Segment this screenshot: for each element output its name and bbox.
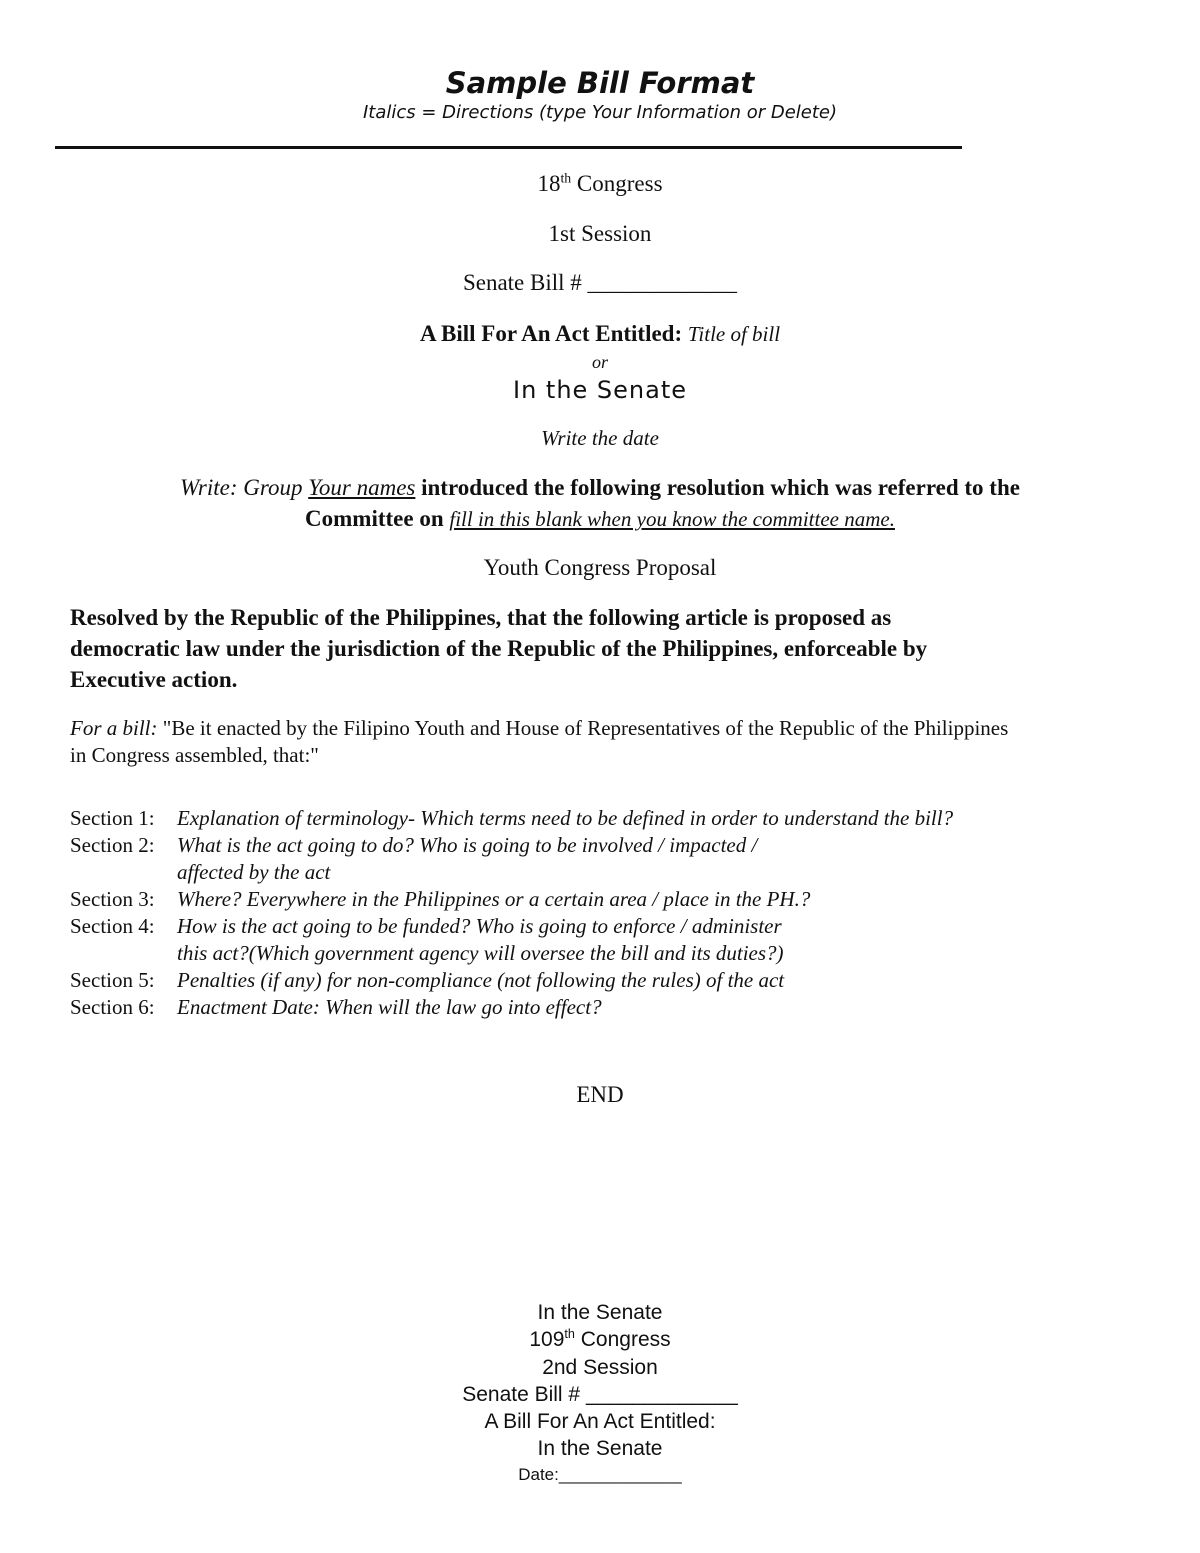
footer-act-entitled: A Bill For An Act Entitled: <box>484 1410 716 1433</box>
introduced-text: introduced the following resolution which was referred to the <box>415 475 1020 500</box>
section-text: Penalties (if any) for non-compliance (not following the rules) of the act <box>177 968 785 992</box>
committee-blank: fill in this blank when you know the committee name. <box>449 507 895 531</box>
enacting-clause-line-1 <box>70 716 1008 741</box>
section-6 <box>70 994 602 1021</box>
enacting-text-1: "Be it enacted by the Filipino Youth and House of Representatives of the Republic of the Philippines <box>157 716 1009 740</box>
committee-label: Committee on <box>305 506 450 531</box>
section-text: Enactment Date: When will the law go into effect? <box>177 995 602 1019</box>
proposal-heading: Youth Congress Proposal <box>483 555 717 580</box>
section-text: How is the act going to be funded? Who is going to enforce / administer <box>177 914 782 938</box>
footer-congress-word: Congress <box>574 1328 671 1351</box>
resolved-line-2: democratic law under the jurisdiction of the Republic of the Philippines, enforceable by <box>70 636 928 661</box>
enacting-clause-line-2: in Congress assembled, that:" <box>70 743 319 767</box>
directions-subtitle: Italics = Directions (type Your Information or Delete) <box>362 102 838 123</box>
or-text: or <box>591 352 608 372</box>
for-a-bill-label: For a bill: <box>70 716 158 740</box>
section-4 <box>70 913 782 940</box>
senate-bill-line: Senate Bill # _____________ <box>462 270 738 295</box>
section-label: Section 2: <box>70 833 155 857</box>
section-2-continuation: affected by the act <box>177 860 331 884</box>
section-text: Explanation of terminology- Which terms need to be defined in order to understand the bill? <box>177 806 954 830</box>
section-5 <box>70 967 784 994</box>
footer-congress-line <box>0 1328 1200 1352</box>
footer-congress-number: 109 <box>529 1328 565 1351</box>
footer-in-the-senate: In the Senate <box>537 1301 663 1324</box>
section-text: Where? Everywhere in the Philippines or a certain area / place in the PH.? <box>177 887 811 911</box>
section-3 <box>70 886 810 913</box>
footer-date: Date:_____________ <box>518 1465 682 1484</box>
footer-congress-ordinal: th <box>564 1327 575 1341</box>
committee-line <box>0 506 1200 532</box>
congress-word: Congress <box>571 171 663 196</box>
resolved-line-1: Resolved by the Republic of the Philippines, that the following article is proposed as <box>70 605 892 630</box>
your-names-blank: Your names <box>308 475 416 500</box>
resolved-line-3: Executive action. <box>70 667 238 692</box>
in-the-senate-heading: In the Senate <box>512 376 688 404</box>
footer-senate-bill: Senate Bill # _____________ <box>462 1383 738 1406</box>
section-label: Section 5: <box>70 968 155 992</box>
header-divider <box>55 146 962 149</box>
write-direction: Write: Group <box>180 475 309 500</box>
section-label: Section 4: <box>70 914 155 938</box>
section-label: Section 1: <box>70 806 155 830</box>
section-label: Section 3: <box>70 887 155 911</box>
section-label: Section 6: <box>70 995 155 1019</box>
date-direction: Write the date <box>541 426 659 450</box>
document-title: Sample Bill Format <box>445 66 755 100</box>
footer-in-the-senate-2: In the Senate <box>537 1437 663 1460</box>
title-of-bill-direction: Title of bill <box>687 322 781 346</box>
end-marker: END <box>576 1082 624 1107</box>
congress-line <box>0 171 1200 197</box>
section-text: What is the act going to do? Who is going to be involved / impacted / <box>177 833 758 857</box>
congress-ordinal: th <box>560 170 572 186</box>
introduced-line <box>0 475 1200 501</box>
act-entitled-label: A Bill For An Act Entitled: <box>419 321 683 346</box>
footer-session: 2nd Session <box>542 1356 658 1379</box>
act-entitled-line <box>0 321 1200 347</box>
session-line: 1st Session <box>548 221 652 246</box>
section-2 <box>70 832 757 859</box>
section-4-continuation: this act?(Which government agency will oversee the bill and its duties?) <box>177 941 784 965</box>
congress-number: 18 <box>537 171 561 196</box>
section-1 <box>70 805 953 832</box>
